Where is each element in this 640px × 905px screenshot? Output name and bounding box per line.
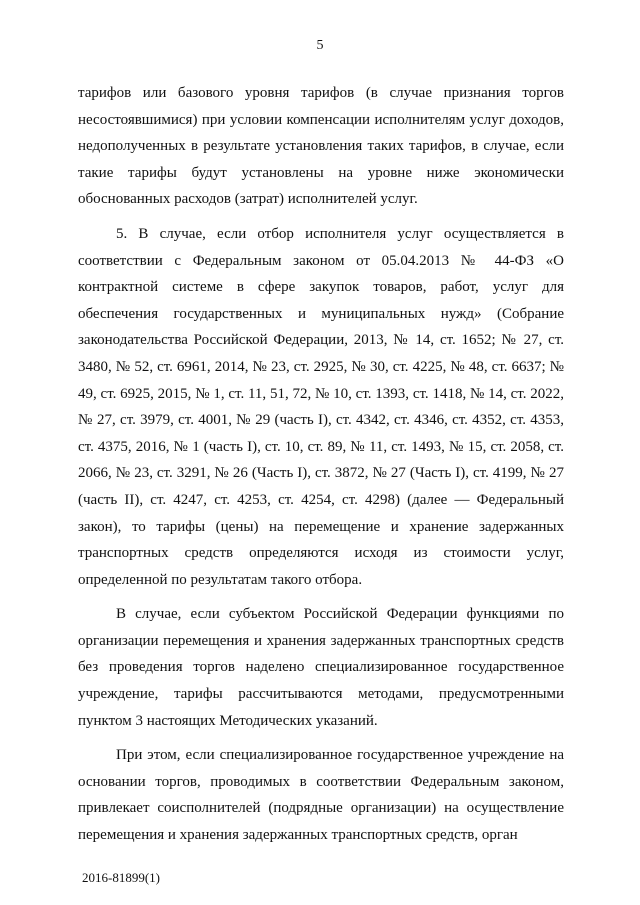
document-body (78, 80, 564, 857)
document-code: 2016-81899(1) (82, 870, 160, 885)
paragraph-specialized-institution: В случае, если субъектом Российской Федерации функциями по организации перемещения и хранения задержанных транспортных средств без проведения торгов наделено специализированное государственное учреждение, тарифы рассчитываются методами, предусмотренными пунктом 3 настоящих Методических указаний. (78, 606, 564, 729)
paragraph-continuation: тарифов или базового уровня тарифов (в случае признания торгов несостоявшимися) при условии компенсации исполнителям услуг доходов, недополученных в результате установления таких тарифов, в случае, если такие тарифы будут установлены на уровне ниже экономически обоснованных расходов (затрат) исполнителей услуг. (78, 85, 564, 208)
paragraph-item-5: 5. В случае, если отбор исполнителя услуг осуществляется в соответствии с Федеральным законом от 05.04.2013 № 44-ФЗ «О контрактной системе в сфере закупок товаров, работ, услуг для обеспечения государственных и муниципальных нужд» (Собрание законодательства Российской Федерации, 2013, № 14, ст. 1652; № 27, ст. 3480, № 52, ст. 6961, 2014, № 23, ст. 2925, № 30, ст. 4225, № 48, ст. 6637; № 49, ст. 6925, 2015, № 1, ст. 11, 51, 72, № 10, ст. 1393, ст. 1418, № 14, ст. 2022, № 27, ст. 3979, ст. 4001, № 29 (часть I), ст. 4342, ст. 4346, ст. 4352, ст. 4353, ст. 4375, 2016, № 1 (часть I), ст. 10, ст. 89, № 11, ст. 1493, № 15, ст. 2058, ст. 2066, № 23, ст. 3291, № 26 (Часть I), ст. 3872, № 27 (Часть I), ст. 4199, № 27 (часть II), ст. 4247, ст. 4253, ст. 4254, ст. 4298) (далее — Федеральный закон), то тарифы (цены) на перемещение и хранение задержанных транспортных средств определяются исходя из стоимости услуг, определенной по результатам такого отбора. (78, 225, 564, 588)
page-number: 5 (316, 38, 324, 53)
paragraph-subcontractors: При этом, если специализированное государственное учреждение на основании торгов, проводимых в соответствии Федеральным законом, привлекает соисполнителей (подрядные организации) на осуществление перемещения и хранения задержанных транспортных средств, орган (78, 747, 564, 844)
